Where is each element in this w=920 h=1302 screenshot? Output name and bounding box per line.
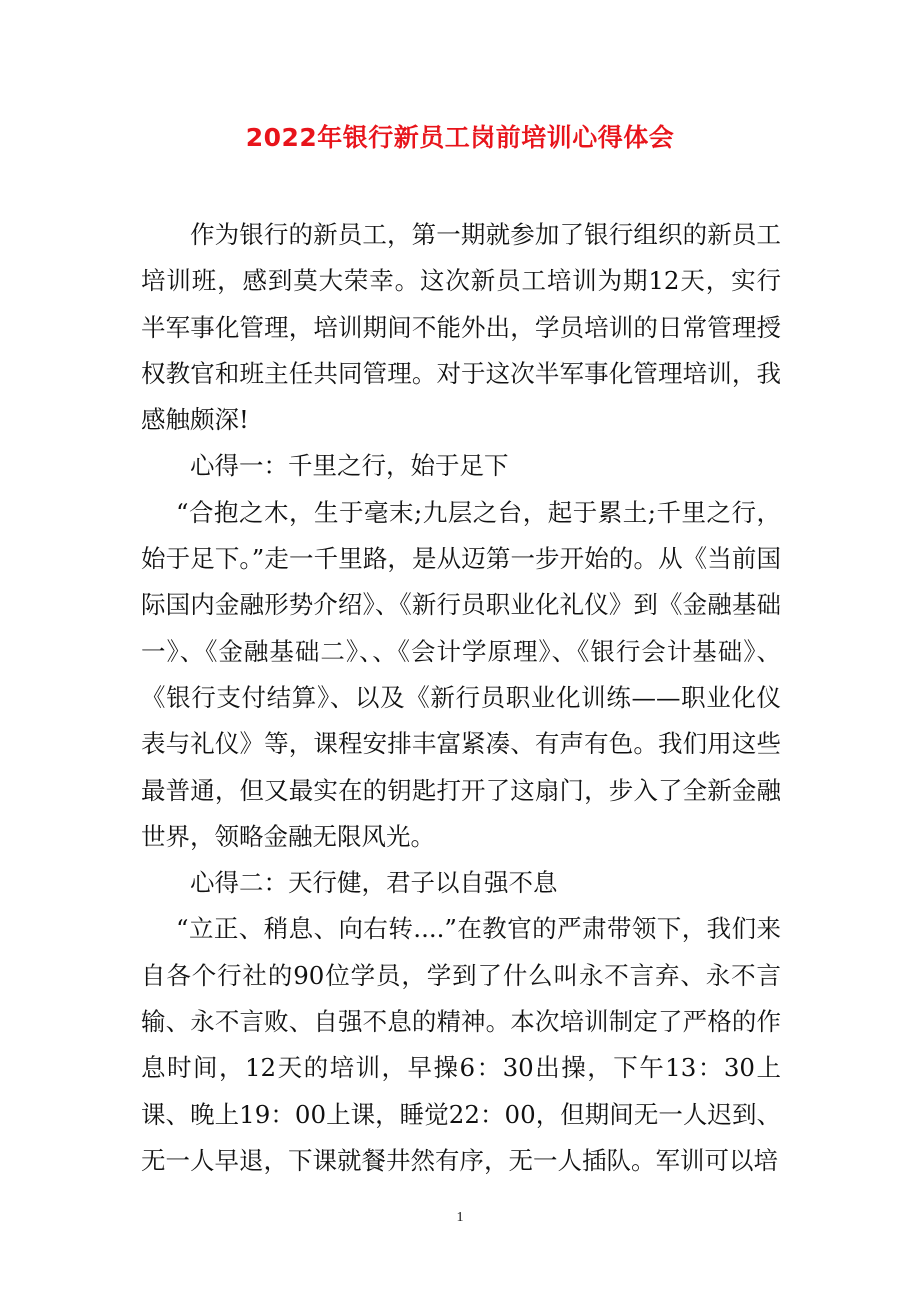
document-title: 2022年银行新员工岗前培训心得体会 bbox=[245, 123, 675, 152]
document-body bbox=[141, 212, 781, 1184]
page-number: 1 bbox=[456, 1210, 464, 1225]
section-1-paragraph: “合抱之木，生于毫末;九层之台，起于累土;千里之行，始于足下。”走一千里路，是从迈第一步开始的。从《当前国际国内金融形势介绍》、《新行员职业化礼仪》到《金融基础一》、《金融基础二》、、《会计学原理》、《银行会计基础》、《银行支付结算》、以及《新行员职业化训练——职业化仪表与礼仪》等，课程安排丰富紧凑、有声有色。我们用这些最普通，但又最实在的钥匙打开了这扇门，步入了全新金融世界，领略金融无限风光。 bbox=[141, 497, 781, 851]
section-2-paragraph: “立正、稍息、向右转....”在教官的严肃带领下，我们来自各个行社的90位学员，学到了什么叫永不言弃、永不言输、永不言败、自强不息的精神。本次培训制定了严格的作息时间，12天的培训，早操6：30出操，下午13：30上课、晚上19：00上课，睡觉22：00，但期间无一人迟到、无一人早退，下课就餐井然有序，无一人插队。军训可以培 bbox=[141, 914, 781, 1175]
section-heading-2: 心得二：天行健，君子以自强不息 bbox=[190, 868, 558, 898]
section-heading-1: 心得一：千里之行，始于足下 bbox=[190, 451, 509, 481]
intro-paragraph: 作为银行的新员工，第一期就参加了银行组织的新员工培训班，感到莫大荣幸。这次新员工培训为期12天，实行半军事化管理，培训期间不能外出，学员培训的日常管理授权教官和班主任共同管理。对于这次半军事化管理培训，我感触颇深! bbox=[141, 220, 781, 435]
